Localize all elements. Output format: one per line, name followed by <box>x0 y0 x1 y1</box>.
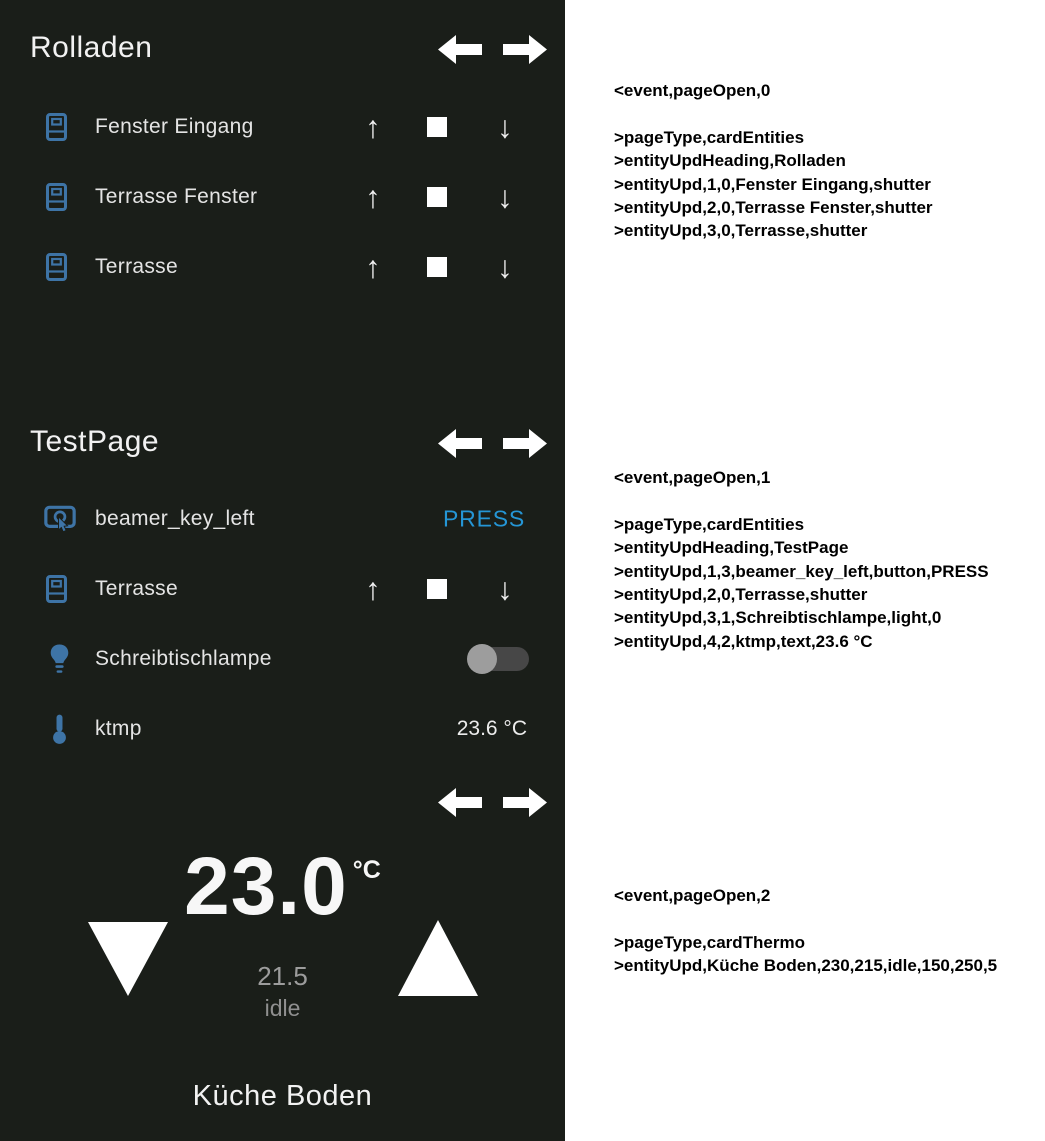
panel-thermo <box>0 770 565 1141</box>
arrow-left-icon <box>438 34 482 65</box>
log-line: >pageType,cardEntities <box>614 514 805 534</box>
shutter-up-button[interactable]: ↑ <box>351 574 395 605</box>
log-line: >entityUpd,3,1,Schreibtischlampe,light,0 <box>614 608 942 628</box>
log-blank-line <box>614 907 997 930</box>
shutter-stop-button[interactable] <box>427 187 447 207</box>
log-line: >pageType,cardThermo <box>614 932 805 952</box>
shutter-icon <box>46 113 67 141</box>
shutter-up-button[interactable]: ↑ <box>351 182 395 213</box>
current-temperature <box>0 841 565 932</box>
log-line: <event,pageOpen,0 <box>614 81 771 100</box>
entity-row-shutter <box>0 169 565 225</box>
page-next-button[interactable] <box>503 34 547 65</box>
lightbulb-icon <box>47 644 72 675</box>
sensor-value: 23.6 °C <box>456 717 527 740</box>
shutter-up-button[interactable]: ↑ <box>351 252 395 283</box>
log-line: >entityUpd,1,0,Fenster Eingang,shutter <box>614 174 931 194</box>
log-block-page2 <box>614 884 997 978</box>
thermometer-icon <box>52 713 67 745</box>
log-block-page1 <box>614 466 989 653</box>
entity-row-shutter <box>0 239 565 295</box>
log-line: >pageType,cardEntities <box>614 127 805 147</box>
thermostat-name: Küche Boden <box>192 1080 373 1112</box>
log-blank-line <box>614 102 933 125</box>
shutter-stop-button[interactable] <box>427 117 447 137</box>
log-line: >entityUpdHeading,TestPage <box>614 538 849 558</box>
page-nav <box>438 428 547 459</box>
entity-label: beamer_key_left <box>95 507 255 530</box>
page-nav <box>438 34 547 65</box>
entity-label: ktmp <box>95 717 142 740</box>
arrow-right-icon <box>503 787 547 818</box>
gesture-tap-button-icon <box>44 504 76 534</box>
shutter-icon <box>46 575 67 603</box>
shutter-up-button[interactable]: ↑ <box>351 112 395 143</box>
arrow-right-icon <box>503 428 547 459</box>
log-blank-line <box>614 489 989 512</box>
log-line: >entityUpd,2,0,Terrasse Fenster,shutter <box>614 198 933 218</box>
panel-rolladen <box>0 0 565 410</box>
light-toggle-switch[interactable] <box>468 647 529 671</box>
page-prev-button[interactable] <box>438 428 482 459</box>
temperature-unit: °C <box>352 856 381 884</box>
entity-label: Terrasse Fenster <box>95 185 258 208</box>
entity-label: Fenster Eingang <box>95 115 254 138</box>
page-nav <box>438 787 547 818</box>
log-line: >entityUpdHeading,Rolladen <box>614 151 846 171</box>
page-title: TestPage <box>30 425 160 458</box>
log-line: >entityUpd,4,2,ktmp,text,23.6 °C <box>614 631 873 651</box>
page-prev-button[interactable] <box>438 787 482 818</box>
page-next-button[interactable] <box>503 428 547 459</box>
entity-label: Terrasse <box>95 577 178 600</box>
log-line: >entityUpd,Küche Boden,230,215,idle,150,250,5 <box>614 956 998 976</box>
shutter-stop-button[interactable] <box>427 257 447 277</box>
shutter-down-button[interactable]: ↓ <box>483 112 527 143</box>
entity-label: Schreibtischlampe <box>95 647 272 670</box>
page-prev-button[interactable] <box>438 34 482 65</box>
shutter-down-button[interactable]: ↓ <box>483 252 527 283</box>
page-next-button[interactable] <box>503 787 547 818</box>
shutter-down-button[interactable]: ↓ <box>483 574 527 605</box>
shutter-stop-button[interactable] <box>427 579 447 599</box>
log-line: <event,pageOpen,2 <box>614 886 771 905</box>
log-line: >entityUpd,3,0,Terrasse,shutter <box>614 221 868 241</box>
entity-label: Terrasse <box>95 255 178 278</box>
log-line: >entityUpd,1,3,beamer_key_left,button,PRESS <box>614 561 989 581</box>
entity-row-button <box>0 491 565 547</box>
shutter-down-button[interactable]: ↓ <box>483 182 527 213</box>
shutter-icon <box>46 183 67 211</box>
arrow-left-icon <box>438 787 482 818</box>
entity-row-shutter <box>0 99 565 155</box>
current-temperature-value: 23.0 <box>184 841 348 932</box>
log-block-page0 <box>614 79 933 243</box>
shutter-icon <box>46 253 67 281</box>
press-button[interactable]: PRESS <box>443 505 525 532</box>
log-line: <event,pageOpen,1 <box>614 468 771 487</box>
entity-row-text <box>0 701 565 757</box>
hvac-state: idle <box>264 995 301 1021</box>
toggle-knob <box>467 644 497 674</box>
entity-row-shutter <box>0 561 565 617</box>
arrow-right-icon <box>503 34 547 65</box>
page-title: Rolladen <box>30 31 153 64</box>
log-line: >entityUpd,2,0,Terrasse,shutter <box>614 585 868 605</box>
target-temperature: 21.5 <box>257 961 308 991</box>
panel-testpage <box>0 410 565 770</box>
arrow-left-icon <box>438 428 482 459</box>
entity-row-light <box>0 631 565 687</box>
